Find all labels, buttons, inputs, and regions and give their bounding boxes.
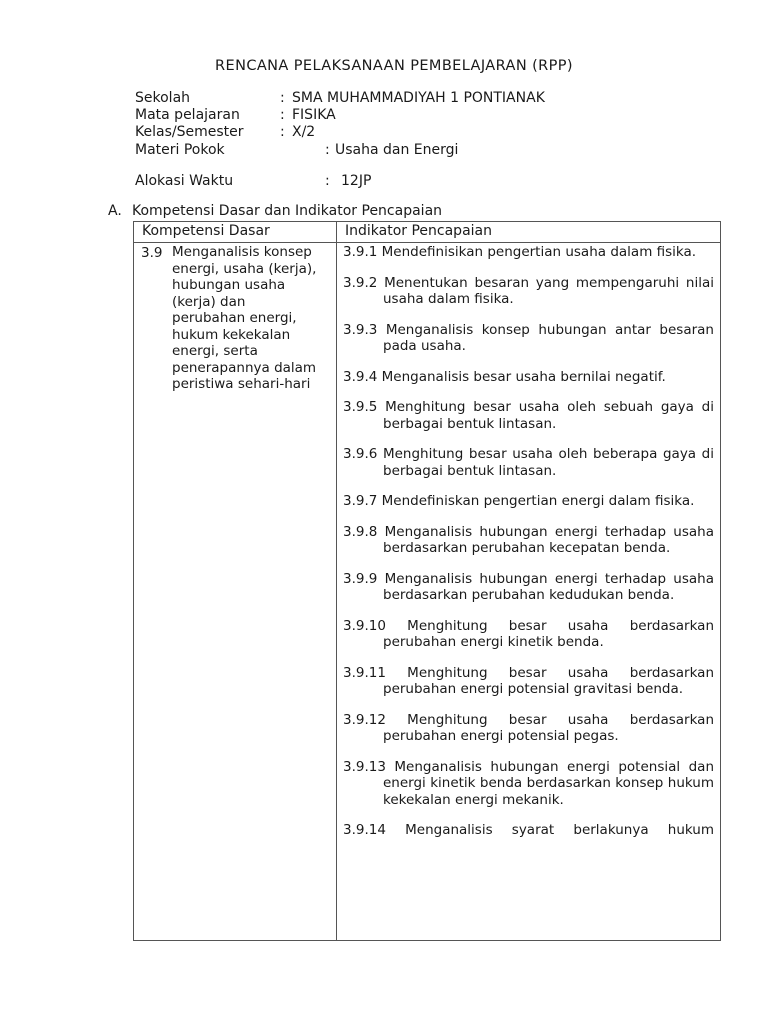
meta-separator: : [325,142,330,158]
kd-cell [134,243,337,941]
meta-label: Alokasi Waktu [135,173,234,189]
indicator-item: 3.9.14 Menganalisis syarat berlakunya hukum [343,822,714,838]
indicator-item: 3.9.6 Menghitung besar usaha oleh beberapa gaya di berbagai bentuk lintasan. [343,446,714,479]
meta-row-subject [135,106,336,124]
section-letter: A. [108,203,122,219]
indicator-item: 3.9.3 Menganalisis konsep hubungan antar besaran pada usaha. [343,321,714,354]
meta-value: FISIKA [292,107,336,123]
indicator-item: 3.9.9 Menganalisis hubungan energi terhadap usaha berdasarkan perubahan kedudukan benda. [343,570,714,603]
indicator-item: 3.9.4 Menganalisis besar usaha bernilai negatif. [343,368,666,385]
competency-table [133,221,721,941]
indicator-item: 3.9.1 Mendefinisikan pengertian usaha dalam fisika. [343,244,697,260]
meta-value: SMA MUHAMMADIYAH 1 PONTIANAK [292,90,545,106]
meta-separator: : [280,90,285,106]
meta-row-topic [135,141,458,159]
indicator-cell [337,243,721,941]
page-title: RENCANA PELAKSANAAN PEMBELAJARAN (RPP) [215,58,573,74]
indicator-item: 3.9.13 Menganalisis hubungan energi potensial dan energi kinetik benda berdasarkan konsep hukum kekekalan energi mekanik. [343,758,714,808]
indicator-item: 3.9.2 Menentukan besaran yang mempengaruhi nilai usaha dalam fisika. [343,274,714,307]
meta-label: Materi Pokok [135,142,225,158]
meta-row-class-semester [135,123,315,141]
indicator-item: 3.9.8 Menganalisis hubungan energi terhadap usaha berdasarkan perubahan kecepatan benda. [343,523,714,556]
table-row [134,243,721,941]
kd-text: Menganalisis konsep energi, usaha (kerja), hubungan usaha (kerja) dan perubahan energi, hukum kekekalan energi, serta penerapannya dalam peristiwa sehari-hari [172,244,317,392]
meta-value: 12JP [341,173,372,189]
header-indikator-pencapaian: Indikator Pencapaian [337,222,721,243]
indicator-item: 3.9.7 Mendefiniskan pengertian energi dalam fisika. [343,493,695,509]
meta-separator: : [280,124,285,140]
meta-label: Mata pelajaran [135,107,240,123]
indicator-item: 3.9.5 Menghitung besar usaha oleh sebuah gaya di berbagai bentuk lintasan. [343,399,714,432]
indicator-item: 3.9.11 Menghitung besar usaha berdasarkan perubahan energi potensial gravitasi benda. [343,664,714,697]
indicator-item: 3.9.12 Menghitung besar usaha berdasarkan perubahan energi potensial pegas. [343,711,714,744]
meta-separator: : [280,107,285,123]
meta-row-time-allocation [135,172,371,190]
section-heading [108,203,442,219]
kd-number: 3.9 [141,245,163,261]
meta-label: Sekolah [135,90,191,106]
meta-separator: : [325,173,330,189]
section-title: Kompetensi Dasar dan Indikator Pencapaian [132,203,443,219]
indicator-item: 3.9.10 Menghitung besar usaha berdasarkan perubahan energi kinetik benda. [343,617,714,650]
meta-value: Usaha dan Energi [335,142,459,158]
header-kompetensi-dasar: Kompetensi Dasar [134,222,337,243]
meta-value: X/2 [292,124,316,140]
table-header-row [134,222,721,243]
meta-row-school [135,89,545,107]
meta-label: Kelas/Semester [135,124,244,140]
